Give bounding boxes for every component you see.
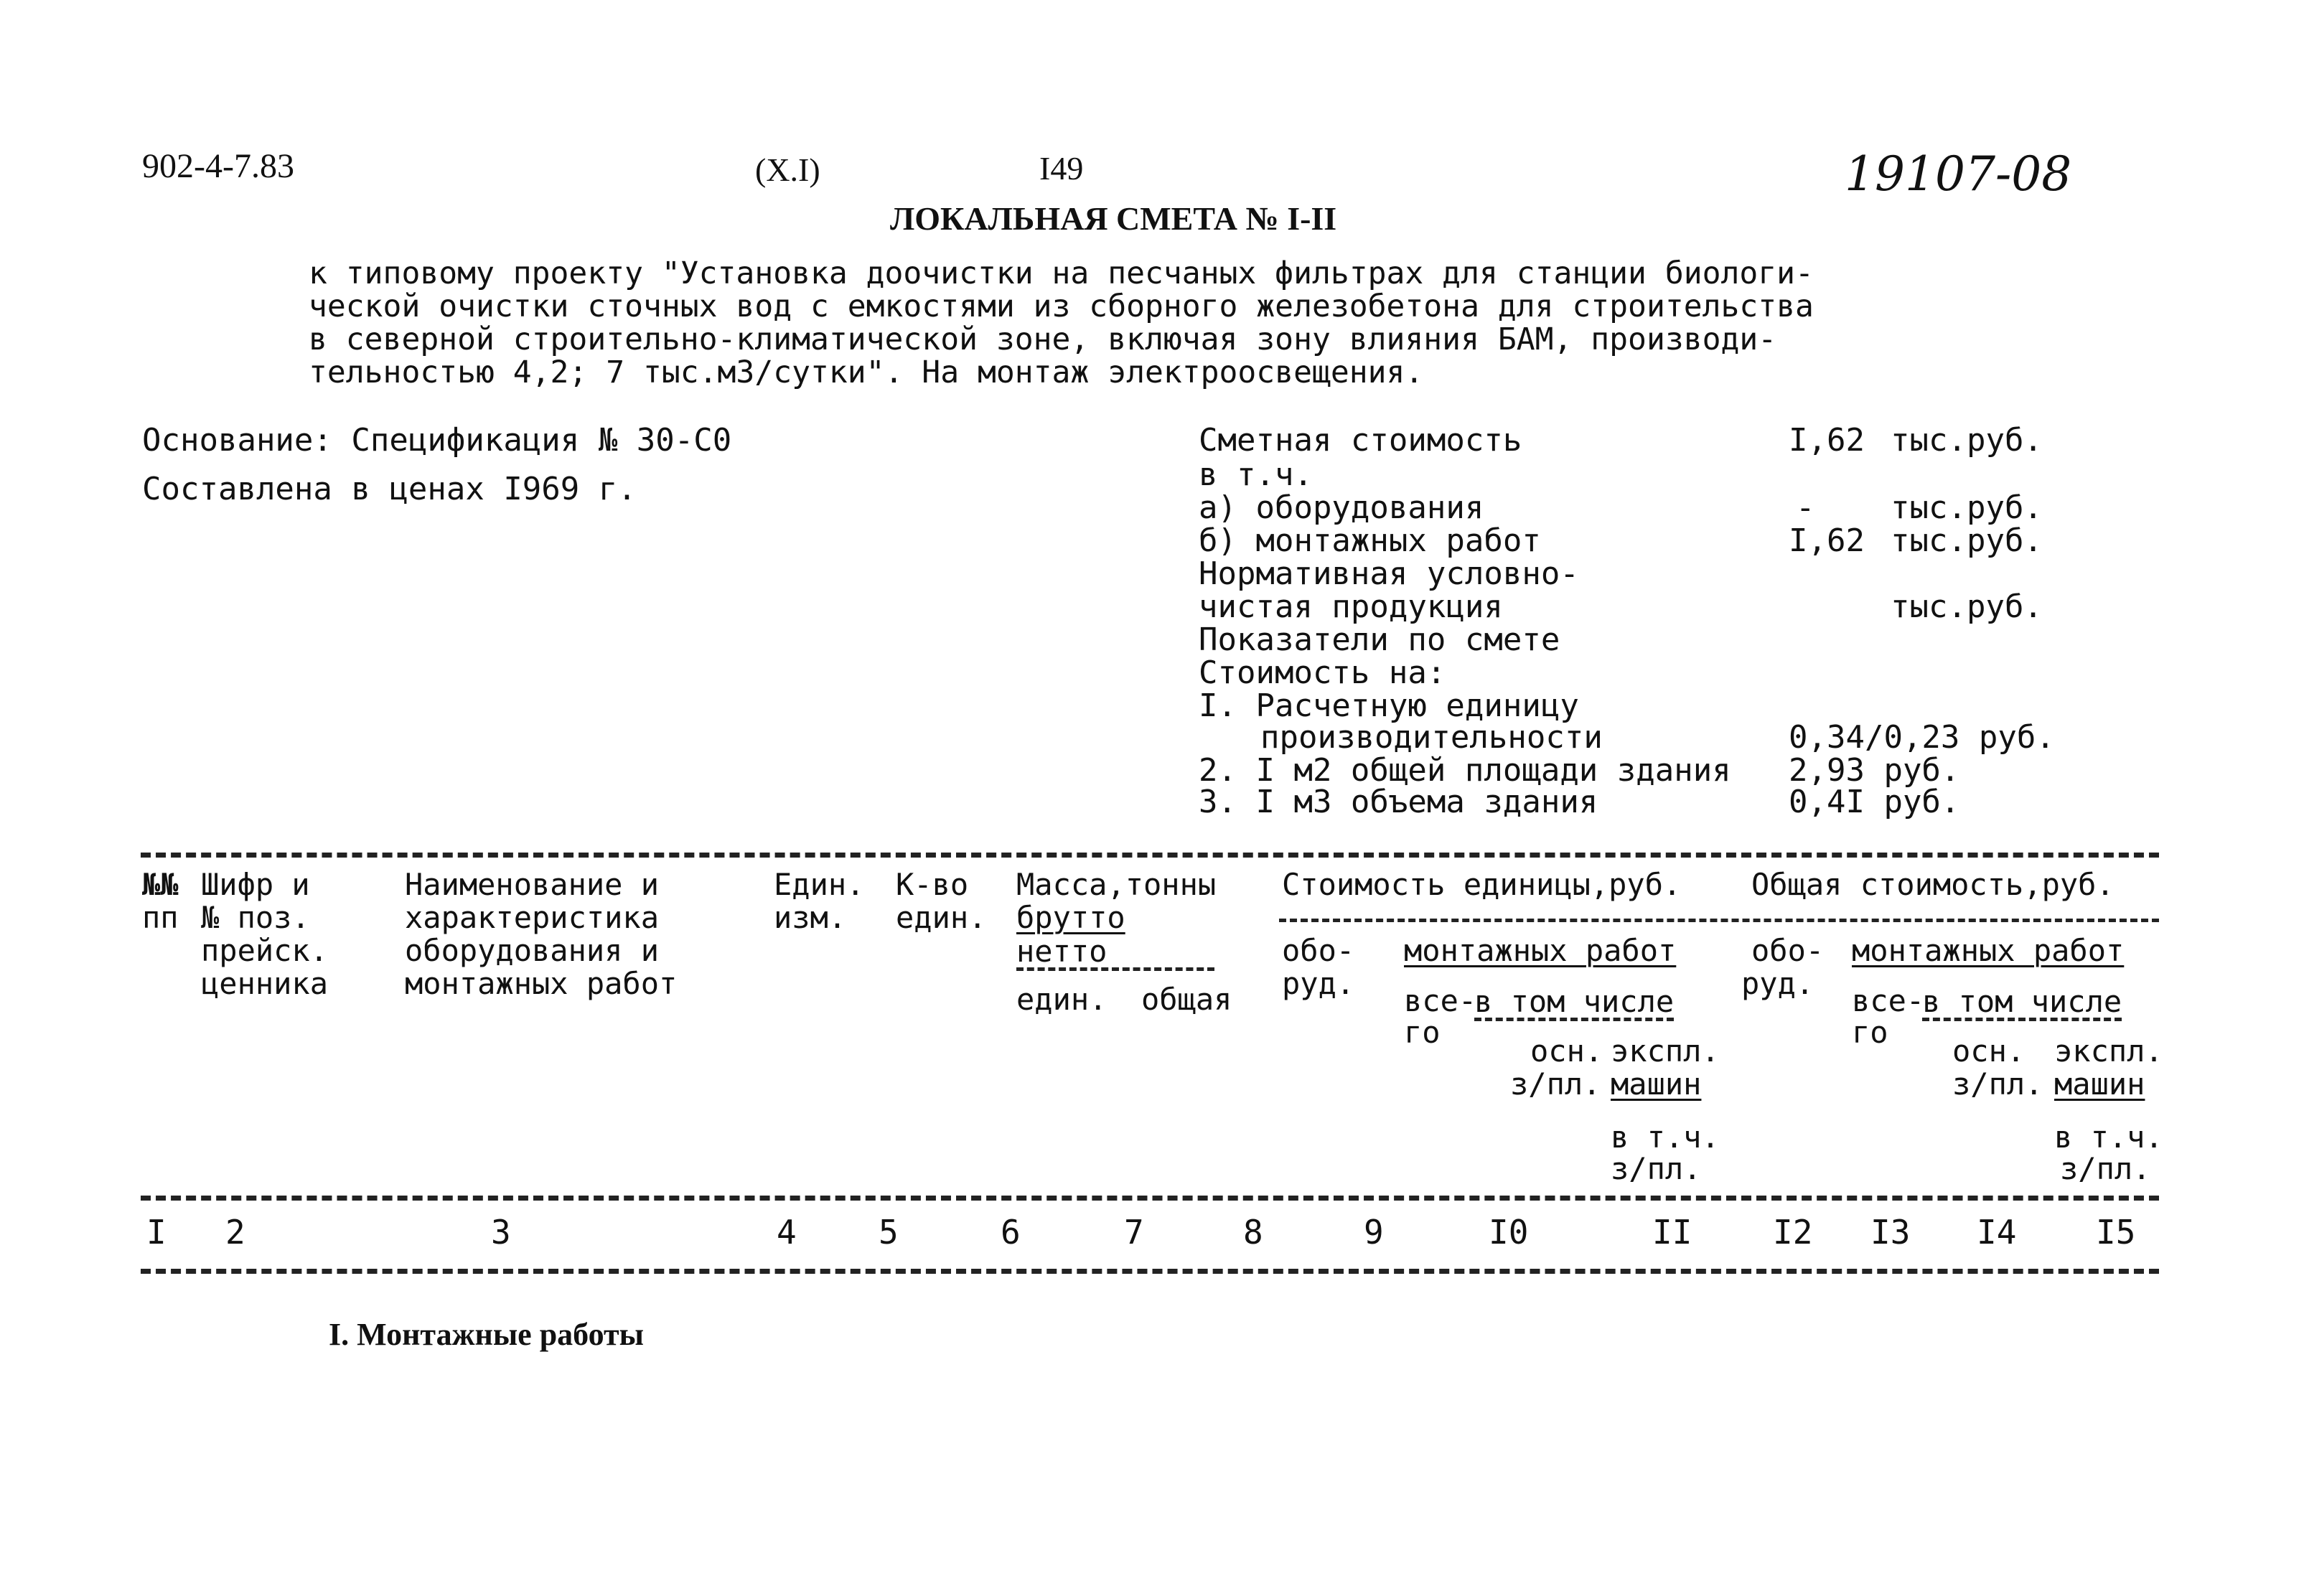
table-top-rule [141,853,2159,858]
column-number: 7 [1124,1213,1144,1252]
column-number: 8 [1243,1213,1263,1252]
column-number: 6 [1001,1213,1021,1252]
col-code-header: Шифр и [201,867,310,902]
column-number: 9 [1364,1213,1384,1252]
equipment-cost-label: а) оборудования [1199,489,1484,526]
column-number: 3 [491,1213,511,1252]
col-unit-base-wage: з/пл. [1510,1066,1601,1102]
col-total-base-wage: з/пл. [1952,1066,2043,1102]
col-total-equipment: руд. [1741,966,1814,1001]
col-code-header: прейск. [201,933,329,968]
including-label: в т.ч. [1199,456,1313,493]
installation-cost-label: б) монтажных работ [1199,522,1541,559]
col-total-machines: экспл. [2054,1033,2163,1069]
album-number: (X.I) [755,151,820,188]
col-code-header: ценника [201,966,329,1001]
col-unit-total: го [1404,1015,1441,1050]
column-number: I [146,1213,167,1252]
column-number: I2 [1773,1213,1813,1252]
col-total-base-wage: осн. [1952,1033,2026,1069]
col-total-total: го [1852,1015,1888,1050]
col-code-header: № поз. [201,900,310,935]
stamp-number: 19107-08 [1845,146,2072,202]
col-unit-equipment: обо- [1282,933,1355,968]
col-unit-cost-header: Стоимость единицы,руб. [1282,867,1682,902]
col-total-including-label: в том числе [1922,986,2122,1021]
col-mass-gross: брутто [1016,900,1125,935]
col-total-incl-wage: в т.ч. [2054,1119,2163,1155]
col-name-header: характеристика [405,900,660,935]
col-mass-total: общая [1141,982,1232,1017]
col-quantity-header: един. [896,900,987,935]
col-name-header: монтажных работ [405,966,678,1001]
installation-cost-value: I,62 [1789,522,1865,559]
normative-production-unit: тыс.руб. [1891,588,2043,625]
page-number: I49 [1039,150,1084,187]
normative-production-label: чистая продукция [1199,588,1503,625]
normative-production-label: Нормативная условно- [1199,555,1579,592]
indicator-floor-area-value: 2,93 руб. [1789,752,1960,789]
cost-on-label: Стоимость на: [1199,654,1446,691]
equipment-cost-value: - [1796,489,1815,526]
installation-cost-unit: тыс.руб. [1891,522,2043,559]
description-line: тельностью 4,2; 7 тыс.м3/сутки". На монтаж электроосвещения. [309,355,1424,390]
estimated-cost-label: Сметная стоимость [1199,422,1522,459]
indicator-unit-capacity: I. Расчетную единицу [1199,687,1579,724]
col-unit-incl-wage: в т.ч. [1611,1119,1720,1155]
col-total-equipment: обо- [1751,933,1825,968]
description-line: ческой очистки сточных вод с емкостями из сборного железобетона для строительства [309,288,1814,324]
col-total-including [1922,986,2122,1021]
column-number: I3 [1870,1213,1911,1252]
estimated-cost-value: I,62 [1789,422,1865,459]
price-level: Составлена в ценах I969 г. [142,471,637,507]
column-number: I4 [1977,1213,2017,1252]
column-number: I0 [1489,1213,1529,1252]
col-unit-equipment: руд. [1282,966,1355,1001]
column-number: 5 [879,1213,899,1252]
indicator-volume-value: 0,4I руб. [1789,784,1960,820]
section-title: I. Монтажные работы [329,1317,644,1352]
col-total-cost-header: Общая стоимость,руб. [1751,867,2115,902]
description-line: к типовому проекту "Установка доочистки на песчаных фильтрах для станции биологи- [309,255,1814,291]
column-number: I5 [2096,1213,2136,1252]
col-unit-incl-wage: з/пл. [1611,1151,1702,1186]
indicator-volume: 3. I м3 объема здания [1199,784,1598,820]
table-numbers-bottom-rule [141,1269,2159,1274]
document-code: 902-4-7.83 [142,147,294,185]
col-total-incl-wage: з/пл. [2060,1151,2151,1186]
col-name-header: оборудования и [405,933,660,968]
col-unit-including-label: в том числе [1474,986,1674,1021]
document-title: ЛОКАЛЬНАЯ СМЕТА № I-II [890,200,1337,237]
col-mass-header: Масса,тонны [1016,867,1217,902]
col-mass-net-label: нетто [1016,936,1214,971]
col-total-total: все- [1852,983,1925,1018]
col-name-header: Наименование и [405,867,660,902]
basis-specification: Основание: Спецификация № 30-С0 [142,422,732,459]
col-number-header: №№ [142,867,179,902]
table-header-bottom-rule [141,1196,2159,1201]
col-unit-machines: машин [1611,1066,1702,1102]
indicator-unit-capacity: производительности [1260,719,1603,756]
col-unit-total: все- [1404,983,1477,1018]
col-unit-machines: экспл. [1611,1033,1720,1069]
col-total-machines: машин [2054,1066,2145,1102]
column-number: II [1652,1213,1692,1252]
indicators-label: Показатели по смете [1199,621,1560,658]
description-line: в северной строительно-климатической зоне, включая зону влияния БАМ, производи- [309,321,1777,357]
indicator-floor-area: 2. I м2 общей площади здания [1199,752,1731,789]
cost-subheader-rule [1279,919,2159,922]
col-unit-header: Един. [774,867,865,902]
col-quantity-header: К-во [896,867,969,902]
col-unit-installation: монтажных работ [1404,933,1677,968]
column-number: 2 [225,1213,245,1252]
column-number: 4 [777,1213,797,1252]
estimated-cost-unit: тыс.руб. [1891,422,2043,459]
indicator-unit-capacity-value: 0,34/0,23 руб. [1789,719,2055,756]
col-unit-header: изм. [774,900,847,935]
col-mass-net [1016,936,1214,971]
col-unit-base-wage: осн. [1530,1033,1603,1069]
col-total-installation: монтажных работ [1852,933,2125,968]
equipment-cost-unit: тыс.руб. [1891,489,2043,526]
col-mass-unit: един. [1016,982,1107,1017]
col-number-header: пп [142,900,179,935]
col-unit-including [1474,986,1674,1021]
